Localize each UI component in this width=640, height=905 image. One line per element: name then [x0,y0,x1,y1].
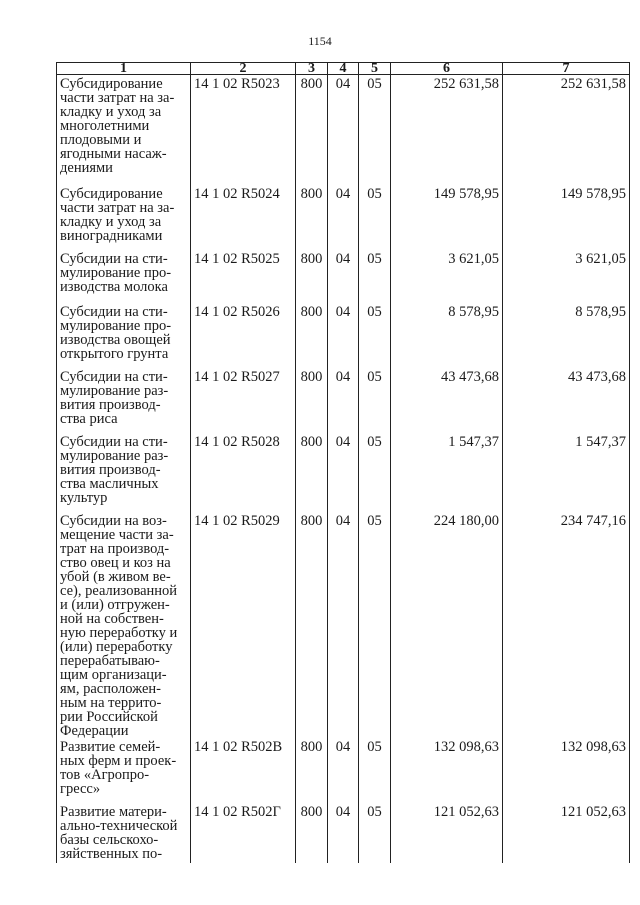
row-col4: 04 [328,803,359,863]
row-col3: 800 [296,368,328,433]
row-name: Субсидии на сти- мулирование про- изводства овощей открытого грунта [57,303,191,368]
row-col3: 800 [296,303,328,368]
row-name: Развитие семей- ных ферм и проек- тов «Агропро- гресс» [57,738,191,803]
row-col4: 04 [328,303,359,368]
column-header-5: 5 [359,63,391,75]
row-code: 14 1 02 R5025 [191,250,296,303]
row-value-6: 224 180,00 [391,512,503,738]
row-value-7: 121 052,63 [503,803,630,863]
row-col5: 05 [359,803,391,863]
row-value-6: 3 621,05 [391,250,503,303]
row-name: Субсидирование части затрат на за- кладку и уход за виноградниками [57,185,191,250]
row-col4: 04 [328,368,359,433]
row-col5: 05 [359,250,391,303]
table-row [57,250,630,303]
row-value-6: 121 052,63 [391,803,503,863]
column-header-3: 3 [296,63,328,75]
row-col4: 04 [328,433,359,512]
column-header-1: 1 [57,63,191,75]
row-col3: 800 [296,250,328,303]
row-col3: 800 [296,75,328,185]
row-col5: 05 [359,185,391,250]
row-code: 14 1 02 R5027 [191,368,296,433]
table-row [57,75,630,185]
row-code: 14 1 02 R5026 [191,303,296,368]
row-name: Субсидии на сти- мулирование раз- вития производ- ства масличных культур [57,433,191,512]
header-row [57,63,630,75]
row-value-7: 43 473,68 [503,368,630,433]
table-row [57,368,630,433]
row-name: Развитие матери- ально-технической базы сельскохо- зяйственных по- [57,803,191,863]
row-value-7: 149 578,95 [503,185,630,250]
row-col4: 04 [328,75,359,185]
row-code: 14 1 02 R5024 [191,185,296,250]
table-row [57,512,630,738]
row-value-7: 132 098,63 [503,738,630,803]
table-row [57,185,630,250]
column-header-4: 4 [328,63,359,75]
row-value-6: 8 578,95 [391,303,503,368]
row-col5: 05 [359,738,391,803]
row-value-6: 1 547,37 [391,433,503,512]
row-code: 14 1 02 R502Г [191,803,296,863]
table-body [57,75,630,863]
table-row [57,433,630,512]
row-value-7: 8 578,95 [503,303,630,368]
row-name: Субсидирование части затрат на за- кладку и уход за многолетними плодовыми и ягодными насаж- дениями [57,75,191,185]
row-col3: 800 [296,512,328,738]
row-value-7: 1 547,37 [503,433,630,512]
row-name: Субсидии на сти- мулирование про- изводства молока [57,250,191,303]
row-col5: 05 [359,433,391,512]
row-col5: 05 [359,75,391,185]
row-col4: 04 [328,250,359,303]
table-row [57,303,630,368]
row-value-7: 252 631,58 [503,75,630,185]
table-row [57,803,630,863]
row-col4: 04 [328,185,359,250]
column-header-7: 7 [503,63,630,75]
row-col5: 05 [359,368,391,433]
budget-table [56,62,630,863]
row-value-6: 149 578,95 [391,185,503,250]
row-code: 14 1 02 R502B [191,738,296,803]
column-header-2: 2 [191,63,296,75]
row-code: 14 1 02 R5028 [191,433,296,512]
row-col4: 04 [328,738,359,803]
column-header-6: 6 [391,63,503,75]
row-value-7: 3 621,05 [503,250,630,303]
row-name: Субсидии на сти- мулирование раз- вития производ- ства риса [57,368,191,433]
row-value-6: 43 473,68 [391,368,503,433]
table-row [57,738,630,803]
row-col5: 05 [359,303,391,368]
row-col3: 800 [296,433,328,512]
page-number: 1154 [308,34,332,48]
row-col3: 800 [296,803,328,863]
row-col4: 04 [328,512,359,738]
row-code: 14 1 02 R5023 [191,75,296,185]
row-col3: 800 [296,185,328,250]
table-header [57,63,630,75]
row-value-6: 132 098,63 [391,738,503,803]
row-code: 14 1 02 R5029 [191,512,296,738]
row-value-7: 234 747,16 [503,512,630,738]
row-name: Субсидии на воз- мещение части за- трат на производ- ство овец и коз на убой (в живом ве- се), реализованной и (или) отгружен- ной на собствен- ную переработку и (или) переработку перерабатываю- щим организаци- ям, расположен- ным на террито- рии Российской Федерации [57,512,191,738]
row-col5: 05 [359,512,391,738]
row-value-6: 252 631,58 [391,75,503,185]
row-col3: 800 [296,738,328,803]
